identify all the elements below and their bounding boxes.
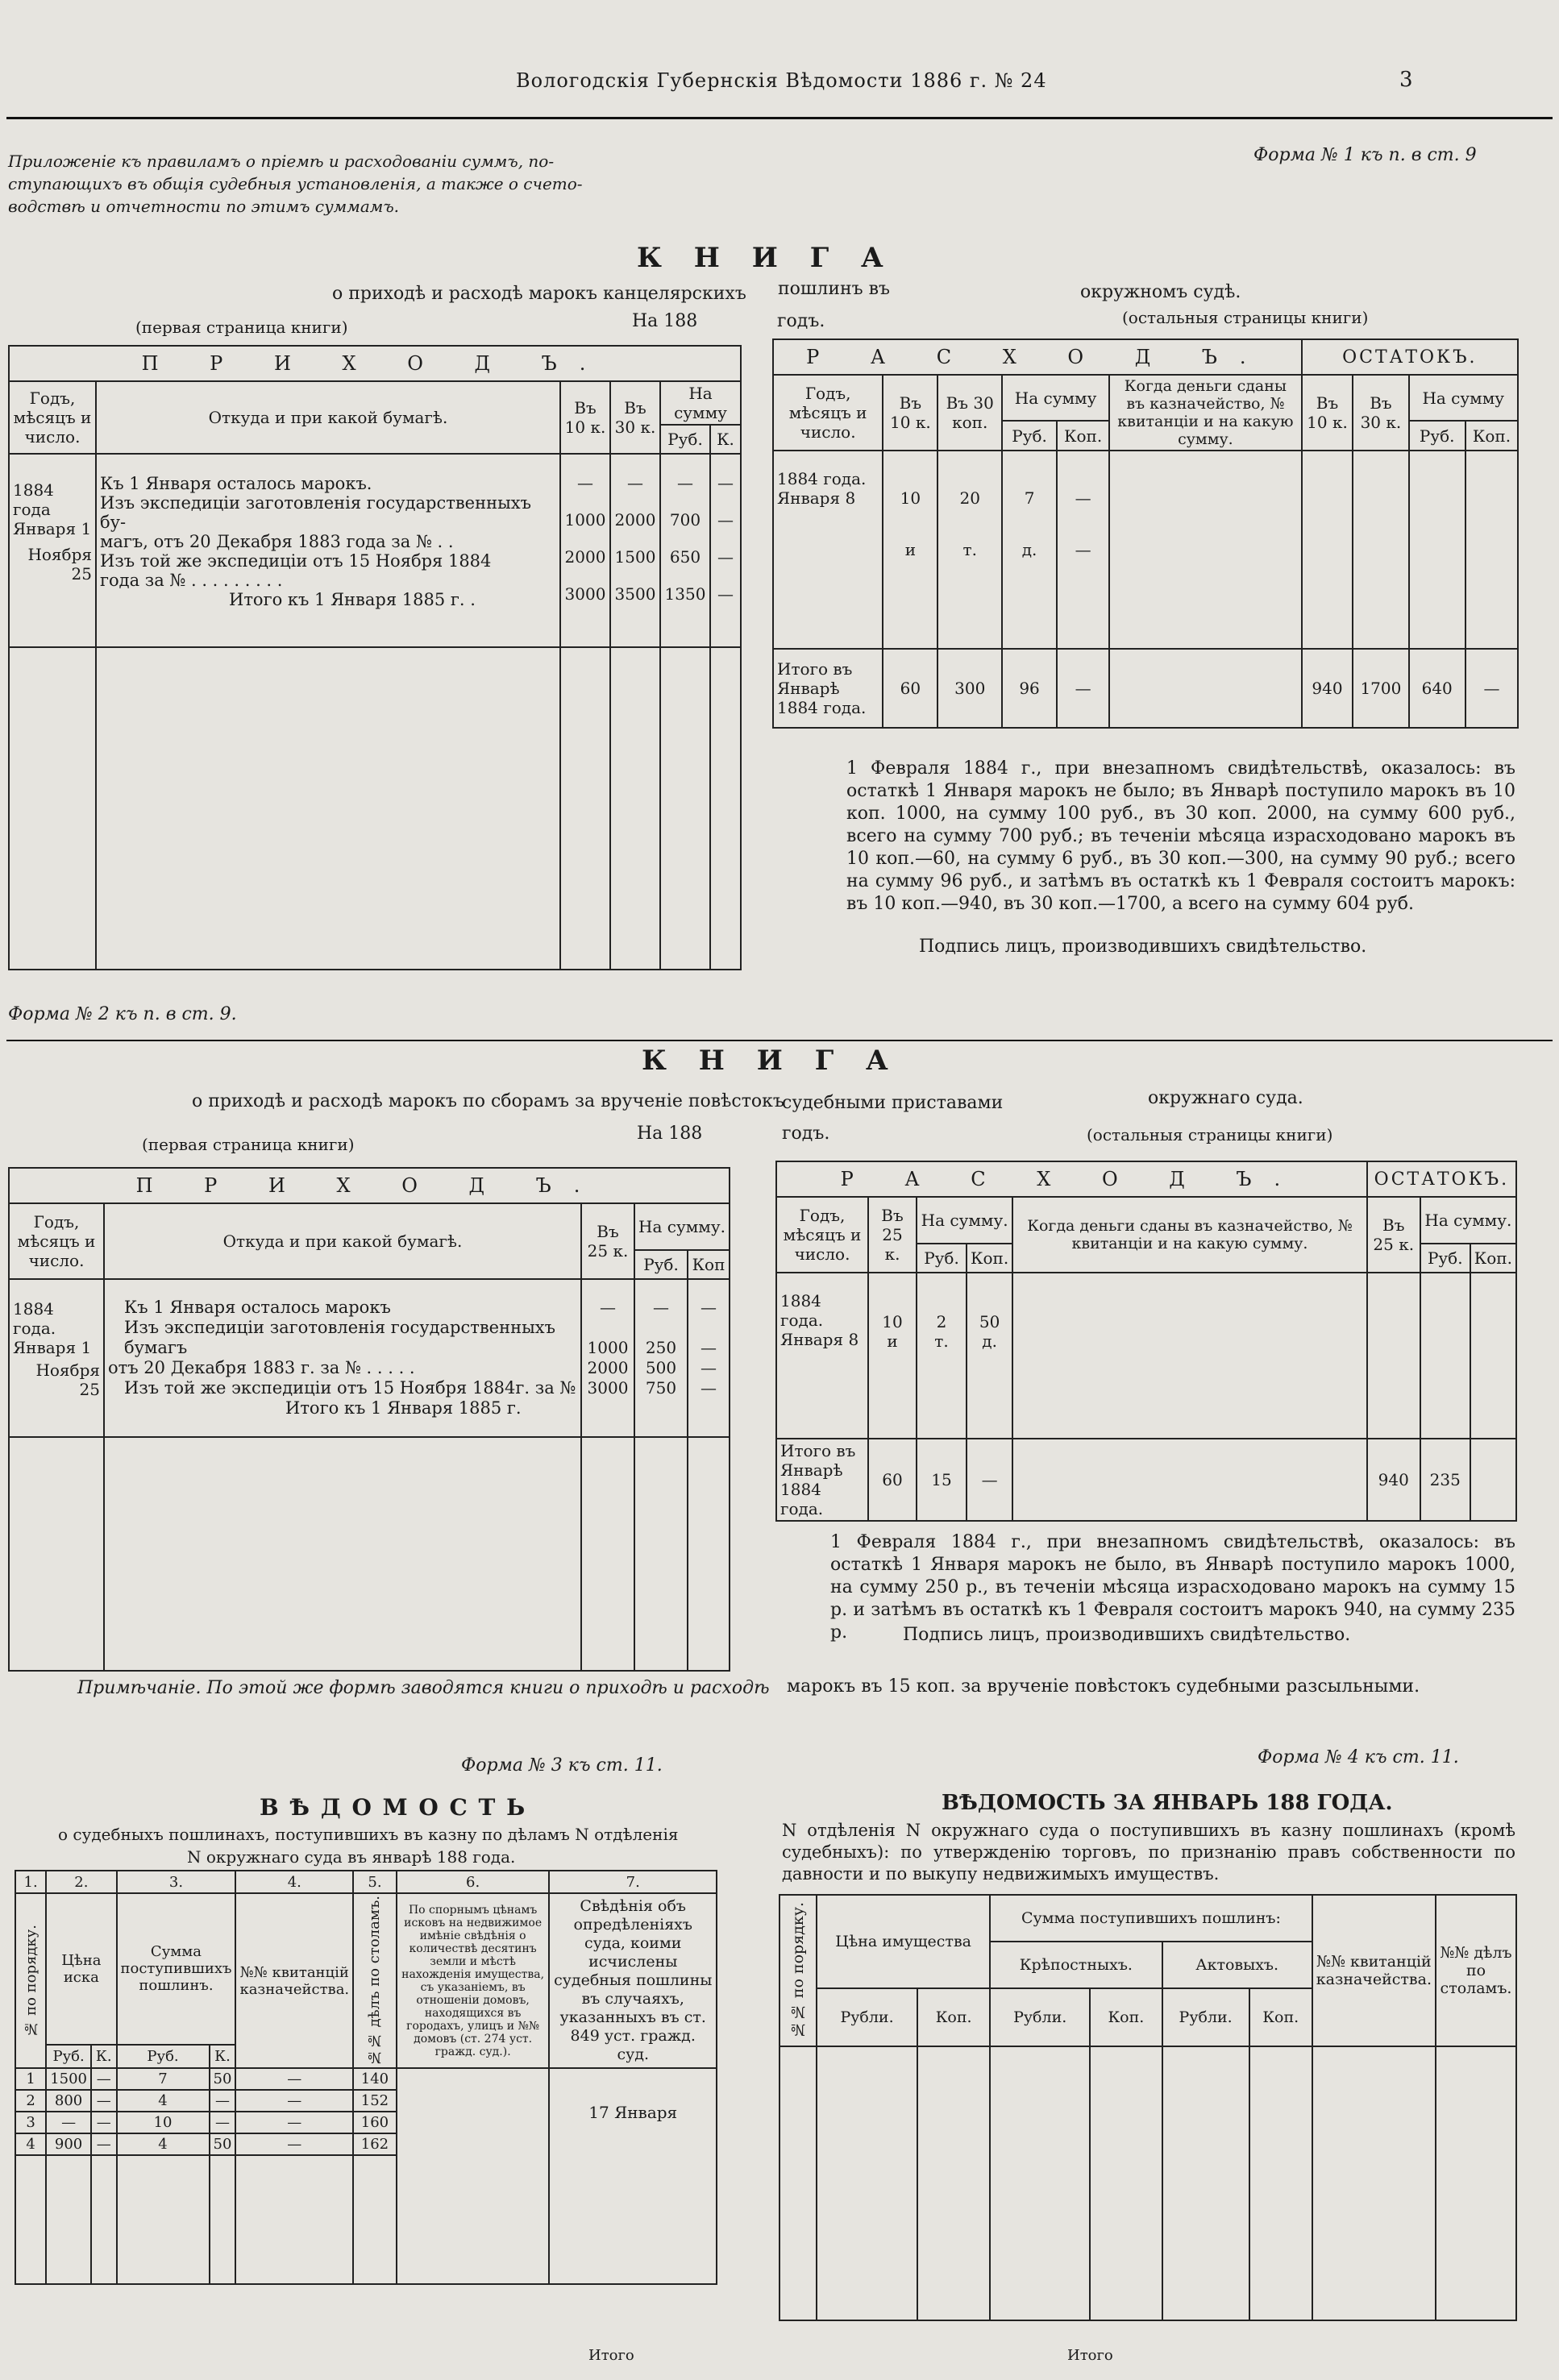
ved3-sub-2: N окружнаго суда въ январѣ 188 года. [187, 1847, 516, 1867]
book1-inc-10-1: 1000 [564, 510, 606, 530]
book1-rest-head: ОСТАТОКЪ. [1302, 339, 1518, 375]
ved4-blank-9 [1436, 2046, 1516, 2320]
book1-inc-rub-1: 700 [669, 510, 701, 530]
ved3-blank-2 [46, 2155, 91, 2284]
footer-itogo-a: Итого [588, 2347, 634, 2364]
book2-inc-rub-cell [634, 1279, 688, 1437]
book2-income-table [8, 1167, 730, 1672]
book1-inc-kop-1: — [717, 510, 734, 530]
book1-inc-10-cell [560, 454, 610, 647]
book2-note: 1 Февраля 1884 г., при внезапномъ свидѣтельствѣ, оказалось: въ остаткѣ 1 Января марокъ не было, въ Январѣ поступило марокъ 1000, на сумму 250 р., въ теченіи мѣсяца израсходовано марокъ на сумму 15 р. и затѣмъ въ остаткѣ къ 1 Февраля состоитъ марокъ 940, на сумму 235 р. [830, 1532, 1515, 1643]
book2-remark-b: марокъ въ 15 коп. за врученіе повѣстокъ судебными разсыльными. [787, 1676, 1420, 1697]
book1-income-table [8, 345, 742, 970]
book1-rest-col-30: Въ 30 к. [1353, 375, 1408, 451]
ved3-r1-n: 1 [15, 2068, 46, 2090]
book1-exp-rub: 7 [1024, 488, 1035, 508]
book2-total-label: Итого въ Январѣ 1884 года. [776, 1439, 868, 1521]
book2-rest-25-blank [1367, 1273, 1420, 1439]
book1-exp-date [773, 451, 883, 649]
book2-inc-line-2: Изъ экспедиціи заготовленія государственныхъ бумагъ [124, 1318, 555, 1357]
book2-inc-blank-c [581, 1437, 634, 1671]
book1-exp-d: д. [1021, 540, 1037, 559]
book2-inc-kop-0: — [701, 1298, 717, 1317]
book1-inc-10-3: 3000 [564, 584, 606, 604]
book2-inc-lines [104, 1279, 581, 1437]
book1-col-from: Откуда и при какой бумагѣ. [96, 381, 560, 454]
ved3-col-5-text: №№ дѣлъ по столамъ. [366, 1896, 384, 2066]
book2-exp-when-blank [1012, 1273, 1367, 1439]
book2-col-from: Откуда и при какой бумагѣ. [104, 1203, 581, 1279]
ved4-krep-kop: Коп. [1090, 1988, 1162, 2046]
page-header-title: Вологодскія Губернскія Вѣдомости 1886 г. № 24 [516, 69, 1047, 92]
book1-exp-10-cell [883, 451, 937, 649]
book2-exp-t: т. [934, 1331, 949, 1351]
book1-inc-line-1: Къ 1 Января осталось марокъ. [100, 474, 372, 493]
book2-inc-rub-1: 250 [645, 1338, 677, 1357]
ved3-col-6: По спорнымъ цѣнамъ исковъ на недвижимое имѣніе свѣдѣнія о количествѣ десятинъ земли и мѣстѣ нахожденія имущества, съ указаніемъ, въ отношеніи домовъ, находящихся въ городахъ, улицъ и №№ домовъ (ст. 274 уст. гражд. суд.). [397, 1893, 550, 2068]
book2-inc-blank-e [688, 1437, 730, 1671]
book2-exp-col-date: Годъ, мѣсяцъ и число. [776, 1197, 868, 1273]
ved3-num-6: 6. [397, 1871, 550, 1893]
footer-itogo-b: Итого [1067, 2347, 1113, 2364]
book2-exp-date [776, 1273, 868, 1439]
ved4-blank-2 [817, 2046, 917, 2320]
book2-subtitle-c: окружнаго суда. [1148, 1088, 1303, 1108]
book1-inc-10-0: — [577, 473, 593, 492]
ved4-blank-5 [1090, 2046, 1162, 2320]
ved3-col-1 [15, 1893, 46, 2068]
book1-rest-rub: 640 [1409, 649, 1465, 728]
ved3-r2-rub: 4 [117, 2090, 210, 2112]
book1-rest-rub-blank [1409, 451, 1465, 649]
book2-col-rub: Руб. [634, 1250, 688, 1279]
intro-line-3: водствѣ и отчетности по этимъ суммамъ. [8, 197, 400, 216]
book2-col-date: Годъ, мѣсяцъ и число. [9, 1203, 104, 1279]
ved3-r4-kop: 50 [210, 2133, 236, 2155]
book2-inc-25-1: 1000 [587, 1338, 629, 1357]
book2-inc-blank-d [634, 1437, 688, 1671]
book1-other-pages: (остальныя страницы книги) [1122, 308, 1369, 327]
ved3-r1-rub: 7 [117, 2068, 210, 2090]
ved4-col-akt: Актовыхъ. [1162, 1942, 1312, 1988]
ved4-blank-8 [1312, 2046, 1436, 2320]
book1-exp-col-when: Когда деньги сданы въ казначейство, № квитанціи и на какую сумму. [1109, 375, 1302, 451]
ved3-price-rub: Руб. [46, 2045, 91, 2068]
book1-title: К Н И Г А [637, 242, 895, 274]
book1-signature: Подпись лицъ, производившихъ свидѣтельство. [919, 937, 1367, 957]
book1-note: 1 Февраля 1884 г., при внезапномъ свидѣтельствѣ, оказалось: въ остаткѣ 1 Января марокъ не было; въ Январѣ поступило марокъ въ 10 коп. 1000, на сумму 100 руб., въ 30 коп. 2000, на сумму 600 руб., всего на сумму 700 руб.; въ теченіи мѣсяца израсходовано марокъ въ 10 коп.—60, на сумму 6 руб., въ 30 коп.—300, на сумму 90 руб.; всего на сумму 96 руб., и затѣмъ въ остаткѣ къ 1 Февраля состоитъ марокъ: въ 10 коп.—940, въ 30 коп.—1700, а всего на сумму 604 руб. [846, 758, 1515, 914]
book1-exp-rub-cell [1002, 451, 1057, 649]
book1-total-10: 60 [883, 649, 937, 728]
ved3-r2-kop: — [210, 2090, 236, 2112]
book1-inc-30-0: — [627, 473, 643, 492]
book1-subtitle-c: окружномъ судѣ. [1080, 282, 1241, 302]
ved3-r3-rub: 10 [117, 2112, 210, 2133]
ved4-price-kop: Коп. [917, 1988, 990, 2046]
ved3-blank-3 [91, 2155, 117, 2284]
book1-inc-line-6: Итого къ 1 Января 1885 г. . [229, 590, 476, 609]
book2-subtitle-a: о приходѣ и расходѣ марокъ по сборамъ за врученіе повѣстокъ [192, 1091, 784, 1111]
book1-inc-30-2: 1500 [614, 547, 656, 567]
book1-rest-30: 1700 [1353, 649, 1408, 728]
ved3-r4-rub: 4 [117, 2133, 210, 2155]
book2-first-page: (первая страница книги) [142, 1135, 355, 1154]
ved4-col-krep: Крѣпостныхъ. [990, 1942, 1162, 1988]
book1-exp-date-text: 1884 года. Января 8 [777, 469, 867, 508]
book2-inc-date-2: Ноября 25 [35, 1360, 100, 1399]
book2-exp-i: и [887, 1331, 898, 1351]
book2-exp-25-cell [868, 1273, 917, 1439]
ved3-r3-n: 3 [15, 2112, 46, 2133]
book2-exp-kop: 50 [979, 1312, 1000, 1331]
ved3-r4-delo: 162 [353, 2133, 397, 2155]
ved4-akt-kop: Коп. [1249, 1988, 1312, 2046]
ved4-blank-3 [917, 2046, 990, 2320]
ved3-r2-n: 2 [15, 2090, 46, 2112]
ved3-num-1: 1. [15, 1871, 46, 1893]
ved3-price-kop: К. [91, 2045, 117, 2068]
ved4-price-rub: Рубли. [817, 1988, 917, 2046]
intro-line-1: Приложеніе къ правиламъ о пріемѣ и расходованіи суммъ, по- [8, 152, 555, 171]
book1-exp-col-10: Въ 10 к. [883, 375, 937, 451]
ved3-col-1-text: № по порядку. [22, 1924, 39, 2037]
header-rule [6, 117, 1553, 119]
book2-remark-a-text: Примѣчаніе. По этой же формѣ заводятся книги о приходѣ и расходѣ [77, 1678, 770, 1698]
book1-total-30: 300 [937, 649, 1002, 728]
ved3-r4-kv: — [235, 2133, 353, 2155]
book2-rest-rub-blank [1420, 1273, 1470, 1439]
section-rule-1 [6, 1040, 1553, 1041]
book1-col-date: Годъ, мѣсяцъ и число. [9, 381, 96, 454]
ved3-r3-pk: — [91, 2112, 117, 2133]
book1-inc-line-5: года за № . . . . . . . . . [100, 571, 283, 590]
ved3-r1-delo: 140 [353, 2068, 397, 2090]
book1-inc-kop-cell [710, 454, 741, 647]
book2-col-25: Въ 25 к. [581, 1203, 634, 1279]
book2-inc-25-3: 3000 [587, 1378, 629, 1398]
book1-exp-kop: — [1075, 488, 1091, 508]
book2-inc-date-1: 1884 года. Января 1 [13, 1299, 92, 1357]
book2-expense-table [775, 1161, 1517, 1522]
ved3-r4-n: 4 [15, 2133, 46, 2155]
ved4-col-n [780, 1895, 817, 2046]
intro-line-2: ступающихъ въ общія судебныя установленія, а также о счето- [8, 174, 583, 193]
ved3-col-3: Сумма поступившихъ пошлинъ. [117, 1893, 236, 2045]
book1-exp-30-cell [937, 451, 1002, 649]
book1-inc-kop-2: — [717, 547, 734, 567]
ved3-r4-price: 900 [46, 2133, 91, 2155]
book1-total-kop: — [1057, 649, 1109, 728]
book2-other-pages: (остальныя страницы книги) [1087, 1125, 1333, 1144]
book2-exp-25: 10 [882, 1312, 903, 1331]
book2-rest-rub: 235 [1420, 1439, 1470, 1521]
ved3-r2-kv: — [235, 2090, 353, 2112]
book1-year-a: На 188 [632, 311, 698, 331]
book2-col-sum: На сумму. [634, 1203, 730, 1250]
ved3-num-3: 3. [117, 1871, 236, 1893]
ved3-r3-kop: — [210, 2112, 236, 2133]
ved4-col-kv: №№ квитанцій казначейства. [1312, 1895, 1436, 2046]
book1-exp-10: 10 [900, 488, 921, 508]
book1-col-10: Въ 10 к. [560, 381, 610, 454]
book1-col-sum: На сумму [660, 381, 741, 425]
book1-rest-col-rub: Руб. [1409, 421, 1465, 451]
book2-inc-25-0: — [600, 1298, 616, 1317]
book2-inc-line-3: отъ 20 Декабря 1883 г. за № . . . . . [108, 1358, 415, 1377]
ved3-num-4: 4. [235, 1871, 353, 1893]
ved3-r1-kv: — [235, 2068, 353, 2090]
book1-inc-blank-b [96, 647, 560, 970]
ved3-col6-blank [397, 2068, 550, 2284]
book2-expense-head: Р А С Х О Д Ъ. [776, 1161, 1367, 1197]
book2-remark-a [77, 1678, 770, 1698]
book2-rest-col-sum: На сумму. [1420, 1197, 1516, 1244]
ved3-table [15, 1870, 717, 2285]
ved4-title: ВѢДОМОСТЬ ЗА ЯНВАРЬ 188 ГОДА. [942, 1791, 1393, 1815]
book2-inc-dates [9, 1279, 104, 1437]
book2-total-when-blank [1012, 1439, 1367, 1521]
book1-rest-col-sum: На сумму [1409, 375, 1519, 421]
book2-inc-blank-b [104, 1437, 581, 1671]
book2-inc-line-5: Итого къ 1 Января 1885 г. [285, 1398, 522, 1418]
ved3-r1-price: 1500 [46, 2068, 91, 2090]
book1-inc-30-1: 2000 [614, 510, 656, 530]
book2-exp-col-rub: Руб. [917, 1244, 967, 1273]
book2-inc-rub-2: 500 [645, 1358, 677, 1377]
book2-inc-line-4: Изъ той же экспедиціи отъ 15 Ноября 1884г. за № [124, 1378, 576, 1398]
ved4-krep-rub: Рубли. [990, 1988, 1090, 2046]
book1-inc-rub-2: 650 [669, 547, 701, 567]
book1-exp-col-30: Въ 30 коп. [937, 375, 1002, 451]
ved3-r3-kv: — [235, 2112, 353, 2133]
ved4-table [779, 1894, 1517, 2321]
book1-inc-date-2: Ноября 25 [27, 545, 92, 584]
ved3-date-note: 17 Января [588, 2103, 678, 2123]
book1-exp-col-sum: На сумму [1002, 375, 1109, 421]
book1-exp-col-date: Годъ, мѣсяцъ и число. [773, 375, 883, 451]
book1-subtitle-b: пошлинъ въ [778, 279, 891, 299]
book1-exp-t: т. [962, 540, 977, 559]
book1-inc-blank-f [710, 647, 741, 970]
book2-total-25: 60 [868, 1439, 917, 1521]
book2-col-kop: Коп [688, 1250, 730, 1279]
ved3-blank-1 [15, 2155, 46, 2284]
ved3-blank-5 [210, 2155, 236, 2284]
ved3-blank-6 [235, 2155, 353, 2284]
book1-rest-kop-blank [1465, 451, 1518, 649]
book1-rest-col-10: Въ 10 к. [1302, 375, 1353, 451]
book1-exp-when-blank [1109, 451, 1302, 649]
book1-exp-col-rub: Руб. [1002, 421, 1057, 451]
book2-exp-col-sum: На сумму. [917, 1197, 1012, 1244]
book1-first-page: (первая страница книги) [135, 318, 348, 337]
book2-exp-col-25: Въ 25 к. [868, 1197, 917, 1273]
ved4-blank-1 [780, 2046, 817, 2320]
book1-inc-10-2: 2000 [564, 547, 606, 567]
ved3-num-2: 2. [46, 1871, 116, 1893]
book2-exp-col-when: Когда деньги сданы въ казначейство, № квитанціи и на какую сумму. [1012, 1197, 1367, 1273]
book1-income-head: П Р И Х О Д Ъ. [9, 346, 741, 381]
book1-total-label: Итого въ Январѣ 1884 года. [773, 649, 883, 728]
book2-total-rub: 15 [917, 1439, 967, 1521]
book2-inc-blank-a [9, 1437, 104, 1671]
book1-rest-col-kop: Коп. [1465, 421, 1518, 451]
ved3-num-7: 7. [549, 1871, 717, 1893]
book2-inc-line-1: Къ 1 Января осталось марокъ [124, 1298, 391, 1317]
book2-rest-col-25: Въ 25 к. [1367, 1197, 1420, 1273]
book2-year-a: На 188 [637, 1124, 703, 1144]
book1-inc-kop-0: — [717, 473, 734, 492]
ved3-num-5: 5. [353, 1871, 397, 1893]
book2-inc-rub-0: — [653, 1298, 669, 1317]
book1-total-when-blank [1109, 649, 1302, 728]
forma-1-label: Форма № 1 къ п. в ст. 9 [1253, 145, 1477, 165]
book2-rest-kop-empty [1470, 1439, 1516, 1521]
book1-inc-rub-3: 1350 [664, 584, 706, 604]
ved3-sub-1: о судебныхъ пошлинахъ, поступившихъ въ казну по дѣламъ N отдѣленія [58, 1825, 679, 1844]
book1-inc-blank-c [560, 647, 610, 970]
ved3-r3-delo: 160 [353, 2112, 397, 2133]
book2-rest-25: 940 [1367, 1439, 1420, 1521]
ved3-col-4: №№ квитанцій казначейства. [235, 1893, 353, 2068]
book2-title: К Н И Г А [642, 1045, 900, 1077]
book2-inc-kop-2: — [701, 1358, 717, 1377]
book1-inc-lines [96, 454, 560, 647]
ved3-r2-price: 800 [46, 2090, 91, 2112]
book1-expense-table [772, 339, 1519, 729]
book1-rest-10: 940 [1302, 649, 1353, 728]
book2-inc-kop-1: — [701, 1338, 717, 1357]
book1-exp-i: и [904, 540, 917, 559]
book2-exp-d: д. [982, 1331, 997, 1351]
book1-inc-kop-3: — [717, 584, 734, 604]
ved4-sub: N отдѣленія N окружнаго суда о поступившихъ въ казну пошлинахъ (кромѣ судебныхъ): по утвержденію торговъ, по признанію правъ собственности по давности и по выкупу недвижимыхъ имуществъ. [782, 1821, 1515, 1884]
book1-inc-blank-d [610, 647, 660, 970]
book1-inc-line-3: магъ, отъ 20 Декабря 1883 года за № . . [100, 532, 454, 551]
book2-inc-kop-cell [688, 1279, 730, 1437]
book1-rest-10-blank [1302, 451, 1353, 649]
ved3-r1-pk: — [91, 2068, 117, 2090]
book1-inc-blank-a [9, 647, 96, 970]
book1-total-rub: 96 [1002, 649, 1057, 728]
book1-inc-line-2: Изъ экспедиціи заготовленія государственныхъ бу- [100, 493, 531, 532]
book1-inc-rub-cell [660, 454, 710, 647]
book2-exp-col-kop: Коп. [967, 1244, 1012, 1273]
ved4-blank-7 [1249, 2046, 1312, 2320]
book1-year-b: годъ. [777, 311, 825, 331]
book2-exp-kop-cell [967, 1273, 1012, 1439]
ved4-akt-rub: Рубли. [1162, 1988, 1249, 2046]
ved4-blank-4 [990, 2046, 1090, 2320]
book1-inc-30-3: 3500 [614, 584, 656, 604]
book2-inc-25-2: 2000 [587, 1358, 629, 1377]
ved3-r3-price: — [46, 2112, 91, 2133]
ved4-col-sum: Сумма поступившихъ пошлинъ: [990, 1895, 1312, 1942]
book2-rest-head: ОСТАТОКЪ. [1367, 1161, 1516, 1197]
book1-inc-rub-0: — [677, 473, 693, 492]
book1-exp-kop-b: — [1075, 540, 1091, 559]
forma-2-label: Форма № 2 къ п. в ст. 9. [8, 1004, 237, 1024]
book2-exp-date-text: 1884 года. Января 8 [780, 1291, 859, 1349]
book2-rest-col-kop: Коп. [1470, 1244, 1516, 1273]
ved3-sum-rub: Руб. [117, 2045, 210, 2068]
ved3-r4-pk: — [91, 2133, 117, 2155]
book2-exp-rub: 2 [936, 1312, 947, 1331]
ved4-col-delo: №№ дѣлъ по столамъ. [1436, 1895, 1516, 2046]
book1-exp-30: 20 [959, 488, 980, 508]
book1-inc-dates [9, 454, 96, 647]
ved4-col-price: Цѣна имущества [817, 1895, 990, 1988]
ved3-col7-cell [549, 2068, 717, 2284]
book1-subtitle-a: о приходѣ и расходѣ марокъ канцелярскихъ [332, 284, 746, 304]
book1-col-kop: К. [710, 425, 741, 454]
book1-rest-30-blank [1353, 451, 1408, 649]
ved3-r1-kop: 50 [210, 2068, 236, 2090]
ved3-blank-7 [353, 2155, 397, 2284]
ved3-col-2: Цѣна иска [46, 1893, 116, 2045]
book1-inc-line-4: Изъ той же экспедиціи отъ 15 Ноября 1884 [100, 551, 492, 571]
ved3-r2-pk: — [91, 2090, 117, 2112]
book2-exp-rub-cell [917, 1273, 967, 1439]
book2-year-b: годъ. [782, 1124, 830, 1144]
book1-exp-kop-cell [1057, 451, 1109, 649]
book1-col-rub: Руб. [660, 425, 710, 454]
book2-inc-rub-3: 750 [645, 1378, 677, 1398]
book2-signature: Подпись лицъ, производившихъ свидѣтельство. [903, 1625, 1351, 1645]
book1-inc-30-cell [610, 454, 660, 647]
book1-rest-kop: — [1465, 649, 1518, 728]
book1-inc-date-1: 1884 года Января 1 [13, 480, 92, 538]
ved4-col-n-text: №№ по порядку. [789, 1902, 807, 2039]
ved3-sum-kop: К. [210, 2045, 236, 2068]
ved4-blank-6 [1162, 2046, 1249, 2320]
book2-income-head: П Р И Х О Д Ъ. [9, 1168, 730, 1203]
ved3-r2-delo: 152 [353, 2090, 397, 2112]
forma-3-label: Форма № 3 къ ст. 11. [461, 1755, 663, 1776]
ved3-title: В Ѣ Д О М О С Т Ь [260, 1794, 527, 1821]
page-number: 3 [1399, 68, 1413, 92]
book1-col-30: Въ 30 к. [610, 381, 660, 454]
book2-subtitle-b: судебными приставами [782, 1093, 1004, 1113]
book1-inc-blank-e [660, 647, 710, 970]
book2-inc-25-cell [581, 1279, 634, 1437]
book2-total-kop: — [967, 1439, 1012, 1521]
ved3-col-5 [353, 1893, 397, 2068]
ved3-blank-4 [117, 2155, 210, 2284]
book1-exp-col-kop: Коп. [1057, 421, 1109, 451]
book2-inc-kop-3: — [701, 1378, 717, 1398]
book2-rest-col-rub: Руб. [1420, 1244, 1470, 1273]
ved3-col-7: Свѣдѣнія объ опредѣленіяхъ суда, коими исчислены судебныя пошлины въ случаяхъ, указанныхъ въ ст. 849 уст. гражд. суд. [549, 1893, 717, 2068]
book2-rest-kop-blank [1470, 1273, 1516, 1439]
book1-expense-head: Р А С Х О Д Ъ. [773, 339, 1302, 375]
forma-4-label: Форма № 4 къ ст. 11. [1258, 1747, 1459, 1767]
